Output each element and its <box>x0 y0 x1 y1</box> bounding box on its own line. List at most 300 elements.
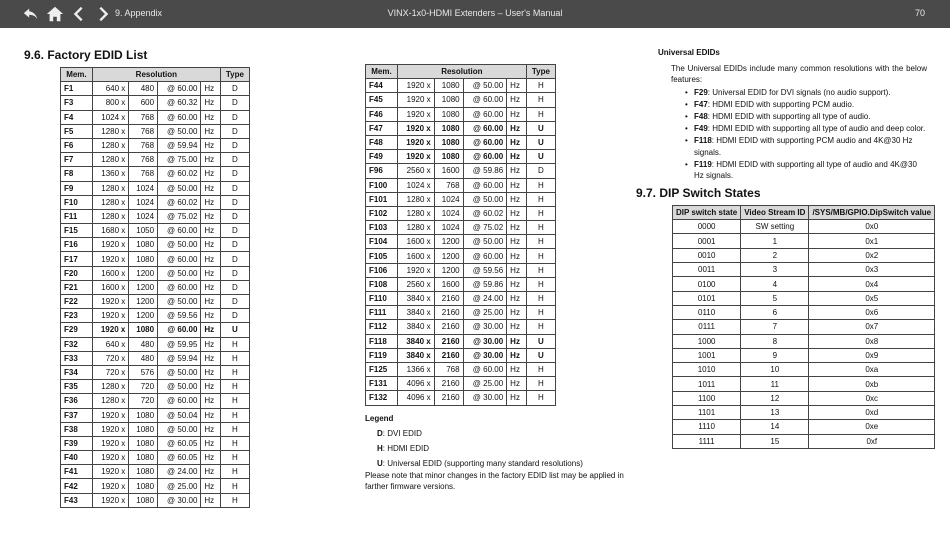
table-cell: @ 30.00 <box>463 334 507 348</box>
col-type: Type <box>220 68 249 82</box>
table-cell: F125 <box>366 362 398 376</box>
table-cell: @ 75.02 <box>158 209 201 223</box>
table-cell: Hz <box>201 252 220 266</box>
table-cell: Hz <box>201 209 220 223</box>
table-cell: Hz <box>507 79 527 93</box>
table-cell: 1920 x <box>92 295 128 309</box>
table-cell: F111 <box>366 306 398 320</box>
table-cell: Hz <box>507 135 527 149</box>
table-cell: 640 x <box>92 337 128 351</box>
table-row <box>366 377 556 391</box>
table-cell: 1080 <box>434 93 463 107</box>
table-cell: 0010 <box>673 248 741 262</box>
table-cell: 2160 <box>434 320 463 334</box>
table-cell: Hz <box>201 337 220 351</box>
table-cell: F119 <box>366 348 398 362</box>
table-cell: @ 30.00 <box>463 348 507 362</box>
table-row <box>61 124 250 138</box>
table-row <box>61 380 250 394</box>
table-cell: 480 <box>129 82 158 96</box>
table-cell: 1920 x <box>398 150 435 164</box>
table-cell: F5 <box>61 124 93 138</box>
table-cell: 768 <box>129 124 158 138</box>
table-cell: F34 <box>61 365 93 379</box>
col-type: Type <box>526 65 555 79</box>
table-cell: @ 60.00 <box>158 82 201 96</box>
table-cell: @ 50.00 <box>158 380 201 394</box>
section-label: 9. Appendix <box>115 8 163 18</box>
table-cell: 1080 <box>129 252 158 266</box>
table-cell: 1280 x <box>92 138 128 152</box>
table-cell: F102 <box>366 206 398 220</box>
table-cell: 1080 <box>129 238 158 252</box>
table-row <box>366 320 556 334</box>
table-cell: D <box>220 209 249 223</box>
table-cell: F132 <box>366 391 398 405</box>
table-row <box>61 167 250 181</box>
table-cell: D <box>526 164 555 178</box>
table-cell: F1 <box>61 82 93 96</box>
table-row <box>673 320 935 334</box>
table-row <box>61 465 250 479</box>
table-cell: 1280 x <box>92 195 128 209</box>
table-cell: 4096 x <box>398 377 435 391</box>
table-cell: Hz <box>507 292 527 306</box>
table-cell: 1024 <box>129 209 158 223</box>
table-row <box>673 277 935 291</box>
table-row <box>673 406 935 420</box>
table-row <box>61 252 250 266</box>
table-cell: Hz <box>201 82 220 96</box>
table-cell: Hz <box>201 280 220 294</box>
table-cell: 480 <box>129 351 158 365</box>
table-row <box>61 238 250 252</box>
table-cell: U <box>526 334 555 348</box>
table-row <box>366 391 556 405</box>
table-row <box>366 362 556 376</box>
table-cell: @ 25.00 <box>463 306 507 320</box>
table-cell: @ 60.00 <box>158 323 201 337</box>
table-row <box>61 451 250 465</box>
list-item: • F49: HDMI EDID with supporting all type of audio and deep color. <box>685 123 927 135</box>
table-cell: 1080 <box>434 107 463 121</box>
table-cell: 1920 x <box>92 436 128 450</box>
table-cell: 1200 <box>129 309 158 323</box>
col-dip-state: DIP switch state <box>673 206 741 220</box>
table-cell: 1280 x <box>92 394 128 408</box>
table-cell: H <box>526 249 555 263</box>
table-cell: 600 <box>129 96 158 110</box>
table-cell: 1024 <box>129 195 158 209</box>
table-cell: 1920 x <box>92 238 128 252</box>
table-cell: 6 <box>741 305 809 319</box>
table-row <box>61 96 250 110</box>
table-cell: @ 60.00 <box>158 394 201 408</box>
table-cell: F96 <box>366 164 398 178</box>
table-cell: H <box>220 436 249 450</box>
table-cell: F35 <box>61 380 93 394</box>
table-cell: @ 30.00 <box>463 391 507 405</box>
firmware-note: Please note that minor changes in the factory EDID list may be applied in farther firmware versions. <box>365 471 624 491</box>
table-cell: D <box>220 96 249 110</box>
table-cell: H <box>526 391 555 405</box>
table-cell: @ 59.86 <box>463 277 507 291</box>
table-cell: @ 24.00 <box>463 292 507 306</box>
table-cell: 1920 x <box>92 493 128 507</box>
table-cell: @ 59.94 <box>158 351 201 365</box>
table-cell: F40 <box>61 451 93 465</box>
document-title: VINX-1x0-HDMI Extenders – User's Manual <box>387 8 563 18</box>
table-cell: H <box>220 465 249 479</box>
table-cell: Hz <box>201 167 220 181</box>
table-cell: 1920 x <box>92 451 128 465</box>
table-cell: @ 60.05 <box>158 436 201 450</box>
table-cell: Hz <box>201 465 220 479</box>
table-cell: D <box>220 124 249 138</box>
table-cell: @ 60.00 <box>158 280 201 294</box>
table-cell: D <box>220 167 249 181</box>
table-cell: H <box>526 206 555 220</box>
table-cell: Hz <box>507 249 527 263</box>
legend <box>365 411 583 471</box>
table-cell: @ 60.32 <box>158 96 201 110</box>
table-cell: D <box>220 224 249 238</box>
table-cell: 0011 <box>673 263 741 277</box>
table-cell: Hz <box>201 408 220 422</box>
table-cell: 2160 <box>434 377 463 391</box>
table-row <box>366 334 556 348</box>
table-cell: 1000 <box>673 334 741 348</box>
table-row <box>673 391 935 405</box>
table-cell: @ 60.02 <box>158 167 201 181</box>
table-cell: 768 <box>129 110 158 124</box>
table-cell: 1920 x <box>92 465 128 479</box>
table-cell: @ 75.02 <box>463 221 507 235</box>
table-cell: Hz <box>507 277 527 291</box>
table-cell: Hz <box>201 266 220 280</box>
table-cell: 1920 x <box>398 135 435 149</box>
table-cell: 1080 <box>129 451 158 465</box>
table-cell: F39 <box>61 436 93 450</box>
table-cell: 1280 x <box>398 221 435 235</box>
table-cell: 1111 <box>673 434 741 448</box>
universal-edids-title: Universal EDIDs <box>658 48 720 57</box>
table-cell: F6 <box>61 138 93 152</box>
table-cell: Hz <box>507 206 527 220</box>
table-cell: 1 <box>741 234 809 248</box>
table-row <box>673 220 935 234</box>
table-cell: H <box>526 107 555 121</box>
table-row <box>366 277 556 291</box>
table-cell: H <box>220 351 249 365</box>
table-cell: 1366 x <box>398 362 435 376</box>
table-cell: 1080 <box>434 150 463 164</box>
table-cell: H <box>526 79 555 93</box>
table-row <box>61 195 250 209</box>
table-cell: Hz <box>507 348 527 362</box>
table-cell: F48 <box>366 135 398 149</box>
table-cell: F7 <box>61 153 93 167</box>
table-row <box>366 206 556 220</box>
table-cell: Hz <box>201 309 220 323</box>
table-row <box>366 164 556 178</box>
table-cell: 2 <box>741 248 809 262</box>
table-cell: F112 <box>366 320 398 334</box>
table-cell: F44 <box>366 79 398 93</box>
table-cell: F46 <box>366 107 398 121</box>
table-cell: F38 <box>61 422 93 436</box>
table-cell: 1200 <box>434 249 463 263</box>
table-cell: 1100 <box>673 391 741 405</box>
table-cell: Hz <box>507 320 527 334</box>
table-cell: 0111 <box>673 320 741 334</box>
legend-item: D: DVI EDID <box>377 429 422 438</box>
table-row <box>61 436 250 450</box>
table-cell: 3840 x <box>398 306 435 320</box>
table-cell: Hz <box>201 479 220 493</box>
table-cell: 1920 x <box>398 79 435 93</box>
table-cell: Hz <box>507 362 527 376</box>
table-cell: D <box>220 82 249 96</box>
table-cell: H <box>526 362 555 376</box>
col-resolution: Resolution <box>398 65 527 79</box>
table-row <box>61 153 250 167</box>
table-row <box>61 309 250 323</box>
table-cell: 0100 <box>673 277 741 291</box>
table-cell: Hz <box>507 221 527 235</box>
table-cell: F110 <box>366 292 398 306</box>
table-cell: F43 <box>61 493 93 507</box>
table-row <box>673 291 935 305</box>
table-cell: 0000 <box>673 220 741 234</box>
table-cell: 1200 <box>129 280 158 294</box>
table-cell: D <box>220 238 249 252</box>
table-cell: @ 60.00 <box>463 135 507 149</box>
table-cell: F23 <box>61 309 93 323</box>
table-row <box>366 249 556 263</box>
table-cell: SW setting <box>741 220 809 234</box>
table-cell: @ 60.02 <box>158 195 201 209</box>
table-cell: D <box>220 295 249 309</box>
table-cell: Hz <box>201 181 220 195</box>
table-row <box>366 121 556 135</box>
table-cell: H <box>220 380 249 394</box>
table-cell: Hz <box>507 334 527 348</box>
table-cell: 0xd <box>809 406 935 420</box>
table-cell: U <box>526 121 555 135</box>
table-cell: 0x8 <box>809 334 935 348</box>
table-cell: 1200 <box>129 266 158 280</box>
table-cell: 1280 x <box>92 209 128 223</box>
table-row <box>366 178 556 192</box>
table-cell: 1200 <box>129 295 158 309</box>
table-cell: 0x7 <box>809 320 935 334</box>
table-cell: 1024 <box>434 206 463 220</box>
table-cell: F20 <box>61 266 93 280</box>
table-cell: F3 <box>61 96 93 110</box>
table-cell: 1080 <box>434 121 463 135</box>
table-cell: @ 59.95 <box>158 337 201 351</box>
table-cell: 480 <box>129 337 158 351</box>
table-cell: 0xc <box>809 391 935 405</box>
table-cell: 1080 <box>129 422 158 436</box>
table-cell: F17 <box>61 252 93 266</box>
table-cell: 0xa <box>809 363 935 377</box>
table-row <box>673 348 935 362</box>
table-cell: 12 <box>741 391 809 405</box>
table-cell: F108 <box>366 277 398 291</box>
table-cell: H <box>220 394 249 408</box>
table-cell: 1080 <box>129 408 158 422</box>
table-cell: Hz <box>201 96 220 110</box>
table-cell: U <box>526 150 555 164</box>
table-cell: D <box>220 181 249 195</box>
table-cell: 0110 <box>673 305 741 319</box>
table-cell: 9 <box>741 348 809 362</box>
table-cell: @ 50.00 <box>158 238 201 252</box>
table-row <box>61 224 250 238</box>
table-cell: 1101 <box>673 406 741 420</box>
table-row <box>61 323 250 337</box>
table-cell: U <box>526 135 555 149</box>
table-cell: 0x2 <box>809 248 935 262</box>
table-cell: Hz <box>507 192 527 206</box>
table-cell: 768 <box>434 362 463 376</box>
table-cell: 1280 x <box>92 181 128 195</box>
dip-switch-table <box>672 205 935 449</box>
col-resolution: Resolution <box>92 68 220 82</box>
table-cell: 1200 <box>434 263 463 277</box>
table-cell: @ 60.00 <box>158 224 201 238</box>
table-cell: F22 <box>61 295 93 309</box>
table-cell: F8 <box>61 167 93 181</box>
table-cell: 3840 x <box>398 320 435 334</box>
legend-item: U: Universal EDID (supporting many standard resolutions) <box>377 459 583 468</box>
table-cell: F10 <box>61 195 93 209</box>
table-cell: 1280 x <box>398 192 435 206</box>
table-cell: 1600 <box>434 164 463 178</box>
table-cell: 10 <box>741 363 809 377</box>
table-row <box>61 408 250 422</box>
table-row <box>61 295 250 309</box>
table-cell: Hz <box>507 107 527 121</box>
table-cell: @ 60.00 <box>463 121 507 135</box>
table-cell: @ 75.00 <box>158 153 201 167</box>
table-cell: 1920 x <box>92 422 128 436</box>
table-row <box>366 192 556 206</box>
table-cell: 1080 <box>129 465 158 479</box>
table-cell: D <box>220 138 249 152</box>
table-cell: 1600 x <box>398 249 435 263</box>
table-cell: Hz <box>201 436 220 450</box>
table-cell: 0xe <box>809 420 935 434</box>
table-cell: 0xb <box>809 377 935 391</box>
list-item: • F119: HDMI EDID with supporting all type of audio and 4K@30 Hz signals. <box>685 159 927 182</box>
table-row <box>61 337 250 351</box>
table-cell: @ 50.00 <box>158 266 201 280</box>
table-cell: 1600 x <box>92 280 128 294</box>
table-cell: F4 <box>61 110 93 124</box>
table-cell: Hz <box>507 150 527 164</box>
table-cell: 720 <box>129 380 158 394</box>
table-cell: 1680 x <box>92 224 128 238</box>
page-number: 70 <box>914 8 925 18</box>
table-cell: 1080 <box>434 135 463 149</box>
table-row <box>366 263 556 277</box>
table-cell: H <box>526 235 555 249</box>
table-cell: 768 <box>434 178 463 192</box>
edid-table-right <box>365 64 556 406</box>
table-row <box>673 334 935 348</box>
table-row <box>61 209 250 223</box>
table-row <box>673 434 935 448</box>
table-cell: 2160 <box>434 391 463 405</box>
table-cell: D <box>220 252 249 266</box>
table-row <box>366 235 556 249</box>
table-cell: H <box>526 178 555 192</box>
table-cell: F9 <box>61 181 93 195</box>
table-cell: D <box>220 309 249 323</box>
table-cell: 1080 <box>434 79 463 93</box>
table-row <box>366 221 556 235</box>
table-cell: H <box>526 263 555 277</box>
list-item: • F47: HDMI EDID with supporting PCM audio. <box>685 99 927 111</box>
table-cell: F33 <box>61 351 93 365</box>
table-cell: Hz <box>507 391 527 405</box>
table-row <box>673 248 935 262</box>
table-cell: 1920 x <box>398 121 435 135</box>
table-cell: 1080 <box>129 323 158 337</box>
table-cell: 720 x <box>92 351 128 365</box>
table-cell: Hz <box>201 365 220 379</box>
list-item: • F29: Universal EDID for DVI signals (no audio support). <box>685 87 927 99</box>
table-cell: @ 50.00 <box>158 365 201 379</box>
table-cell: H <box>220 408 249 422</box>
table-cell: @ 60.05 <box>158 451 201 465</box>
table-cell: F118 <box>366 334 398 348</box>
table-cell: 3840 x <box>398 334 435 348</box>
table-cell: @ 50.00 <box>463 192 507 206</box>
table-cell: 0001 <box>673 234 741 248</box>
table-row <box>366 306 556 320</box>
table-cell: 2560 x <box>398 277 435 291</box>
table-cell: F105 <box>366 249 398 263</box>
table-cell: D <box>220 153 249 167</box>
table-cell: F106 <box>366 263 398 277</box>
table-row <box>366 107 556 121</box>
legend-item: H: HDMI EDID <box>377 444 430 453</box>
table-cell: F11 <box>61 209 93 223</box>
col-dipswitch-value: /SYS/MB/GPIO.DipSwitch value <box>809 206 935 220</box>
table-cell: Hz <box>201 351 220 365</box>
table-cell: 1080 <box>129 493 158 507</box>
table-cell: 1920 x <box>398 263 435 277</box>
table-cell: 1050 <box>129 224 158 238</box>
table-cell: 1920 x <box>92 309 128 323</box>
table-row <box>61 422 250 436</box>
table-cell: 0x3 <box>809 263 935 277</box>
table-cell: 2560 x <box>398 164 435 178</box>
table-cell: Hz <box>201 110 220 124</box>
table-row <box>366 348 556 362</box>
table-cell: 2160 <box>434 292 463 306</box>
table-cell: F29 <box>61 323 93 337</box>
table-cell: 4 <box>741 277 809 291</box>
table-cell: D <box>220 266 249 280</box>
table-cell: F32 <box>61 337 93 351</box>
table-cell: @ 50.00 <box>158 124 201 138</box>
dip-switch-heading: 9.7. DIP Switch States <box>636 186 761 200</box>
